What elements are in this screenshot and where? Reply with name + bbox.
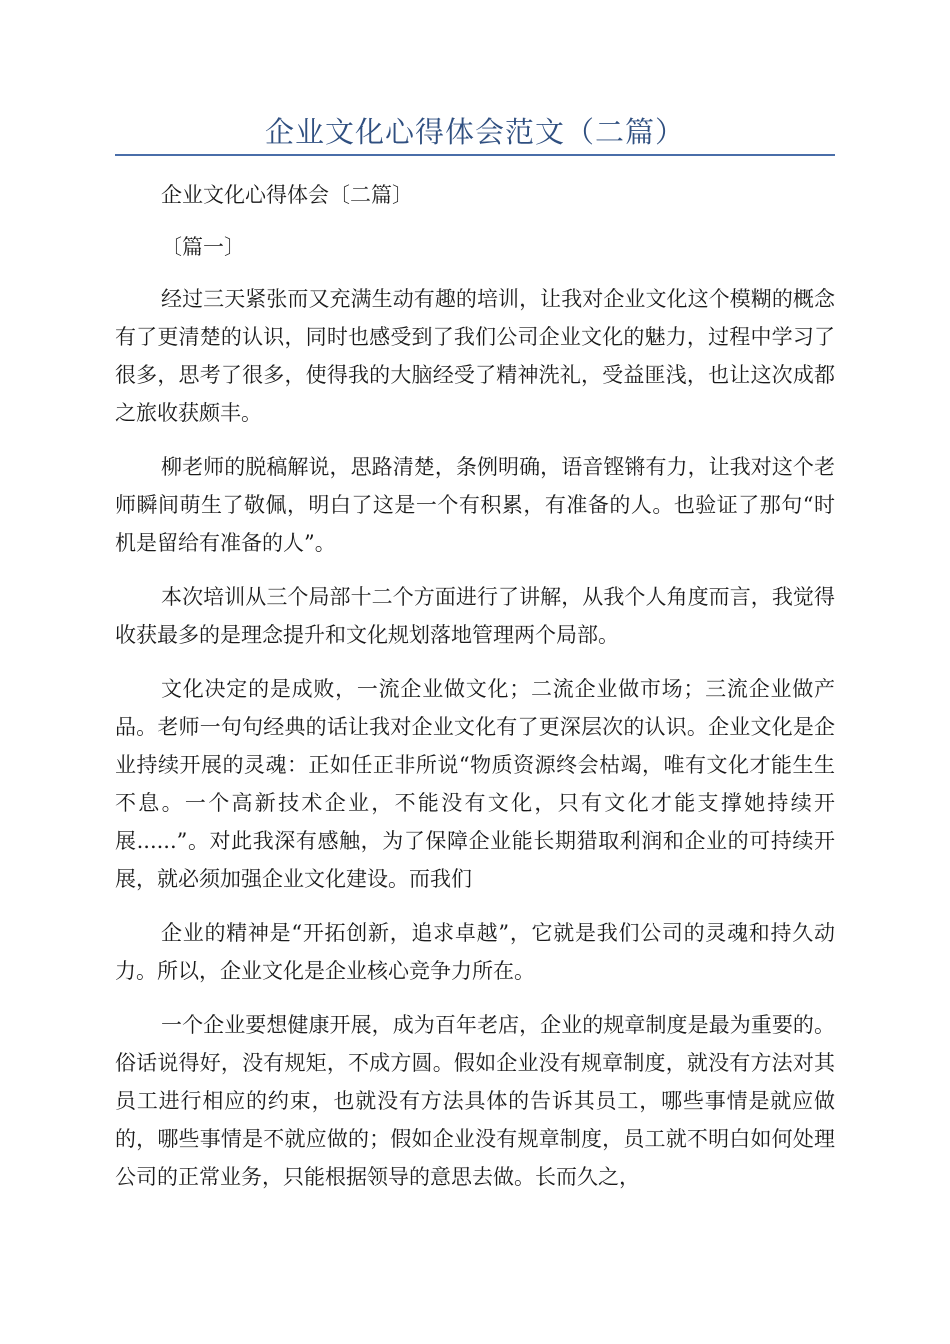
body-paragraph: 柳老师的脱稿解说，思路清楚，条例明确，语音铿锵有力，让我对这个老师瞬间萌生了敬佩，明白了这是一个有积累，有准备的人。也验证了那句“时机是留给有准备的人”。 <box>115 455 835 555</box>
section-heading: 〔篇一〕 <box>161 235 245 259</box>
body-paragraph: 企业的精神是“开拓创新，追求卓越”，它就是我们公司的灵魂和持久动力。所以，企业文化是企业核心竞争力所在。 <box>115 921 835 983</box>
body-paragraph: 一个企业要想健康开展，成为百年老店，企业的规章制度是最为重要的。俗话说得好，没有规矩，不成方圆。假如企业没有规章制度，就没有方法对其员工进行相应的约束，也就没有方法具体的告诉其员工，哪些事情是就应做的，哪些事情是不就应做的；假如企业没有规章制度，员工就不明白如何处理公司的正常业务，只能根据领导的意思去做。长而久之， <box>115 1013 835 1189</box>
body-paragraph: 本次培训从三个局部十二个方面进行了讲解，从我个人角度而言，我觉得收获最多的是理念提升和文化规划落地管理两个局部。 <box>115 585 835 647</box>
document-title: 企业文化心得体会范文（二篇） <box>264 115 685 149</box>
title-underline <box>115 154 835 156</box>
subtitle-paragraph: 企业文化心得体会〔二篇〕 <box>161 183 413 207</box>
document-body <box>115 176 835 1212</box>
body-paragraph: 经过三天紧张而又充满生动有趣的培训，让我对企业文化这个模糊的概念有了更清楚的认识，同时也感受到了我们公司企业文化的魅力，过程中学习了很多，思考了很多，使得我的大脑经受了精神洗礼，受益匪浅，也让这次成都之旅收获颇丰。 <box>115 287 835 425</box>
body-paragraph: 文化决定的是成败，一流企业做文化；二流企业做市场；三流企业做产品。老师一句句经典的话让我对企业文化有了更深层次的认识。企业文化是企业持续开展的灵魂：正如任正非所说“物质资源终会枯竭，唯有文化才能生生不息。一个高新技术企业，不能没有文化，只有文化才能支撑她持续开展......”。对此我深有感触，为了保障企业能长期猎取利润和企业的可持续开展，就必须加强企业文化建设。而我们 <box>115 677 835 891</box>
